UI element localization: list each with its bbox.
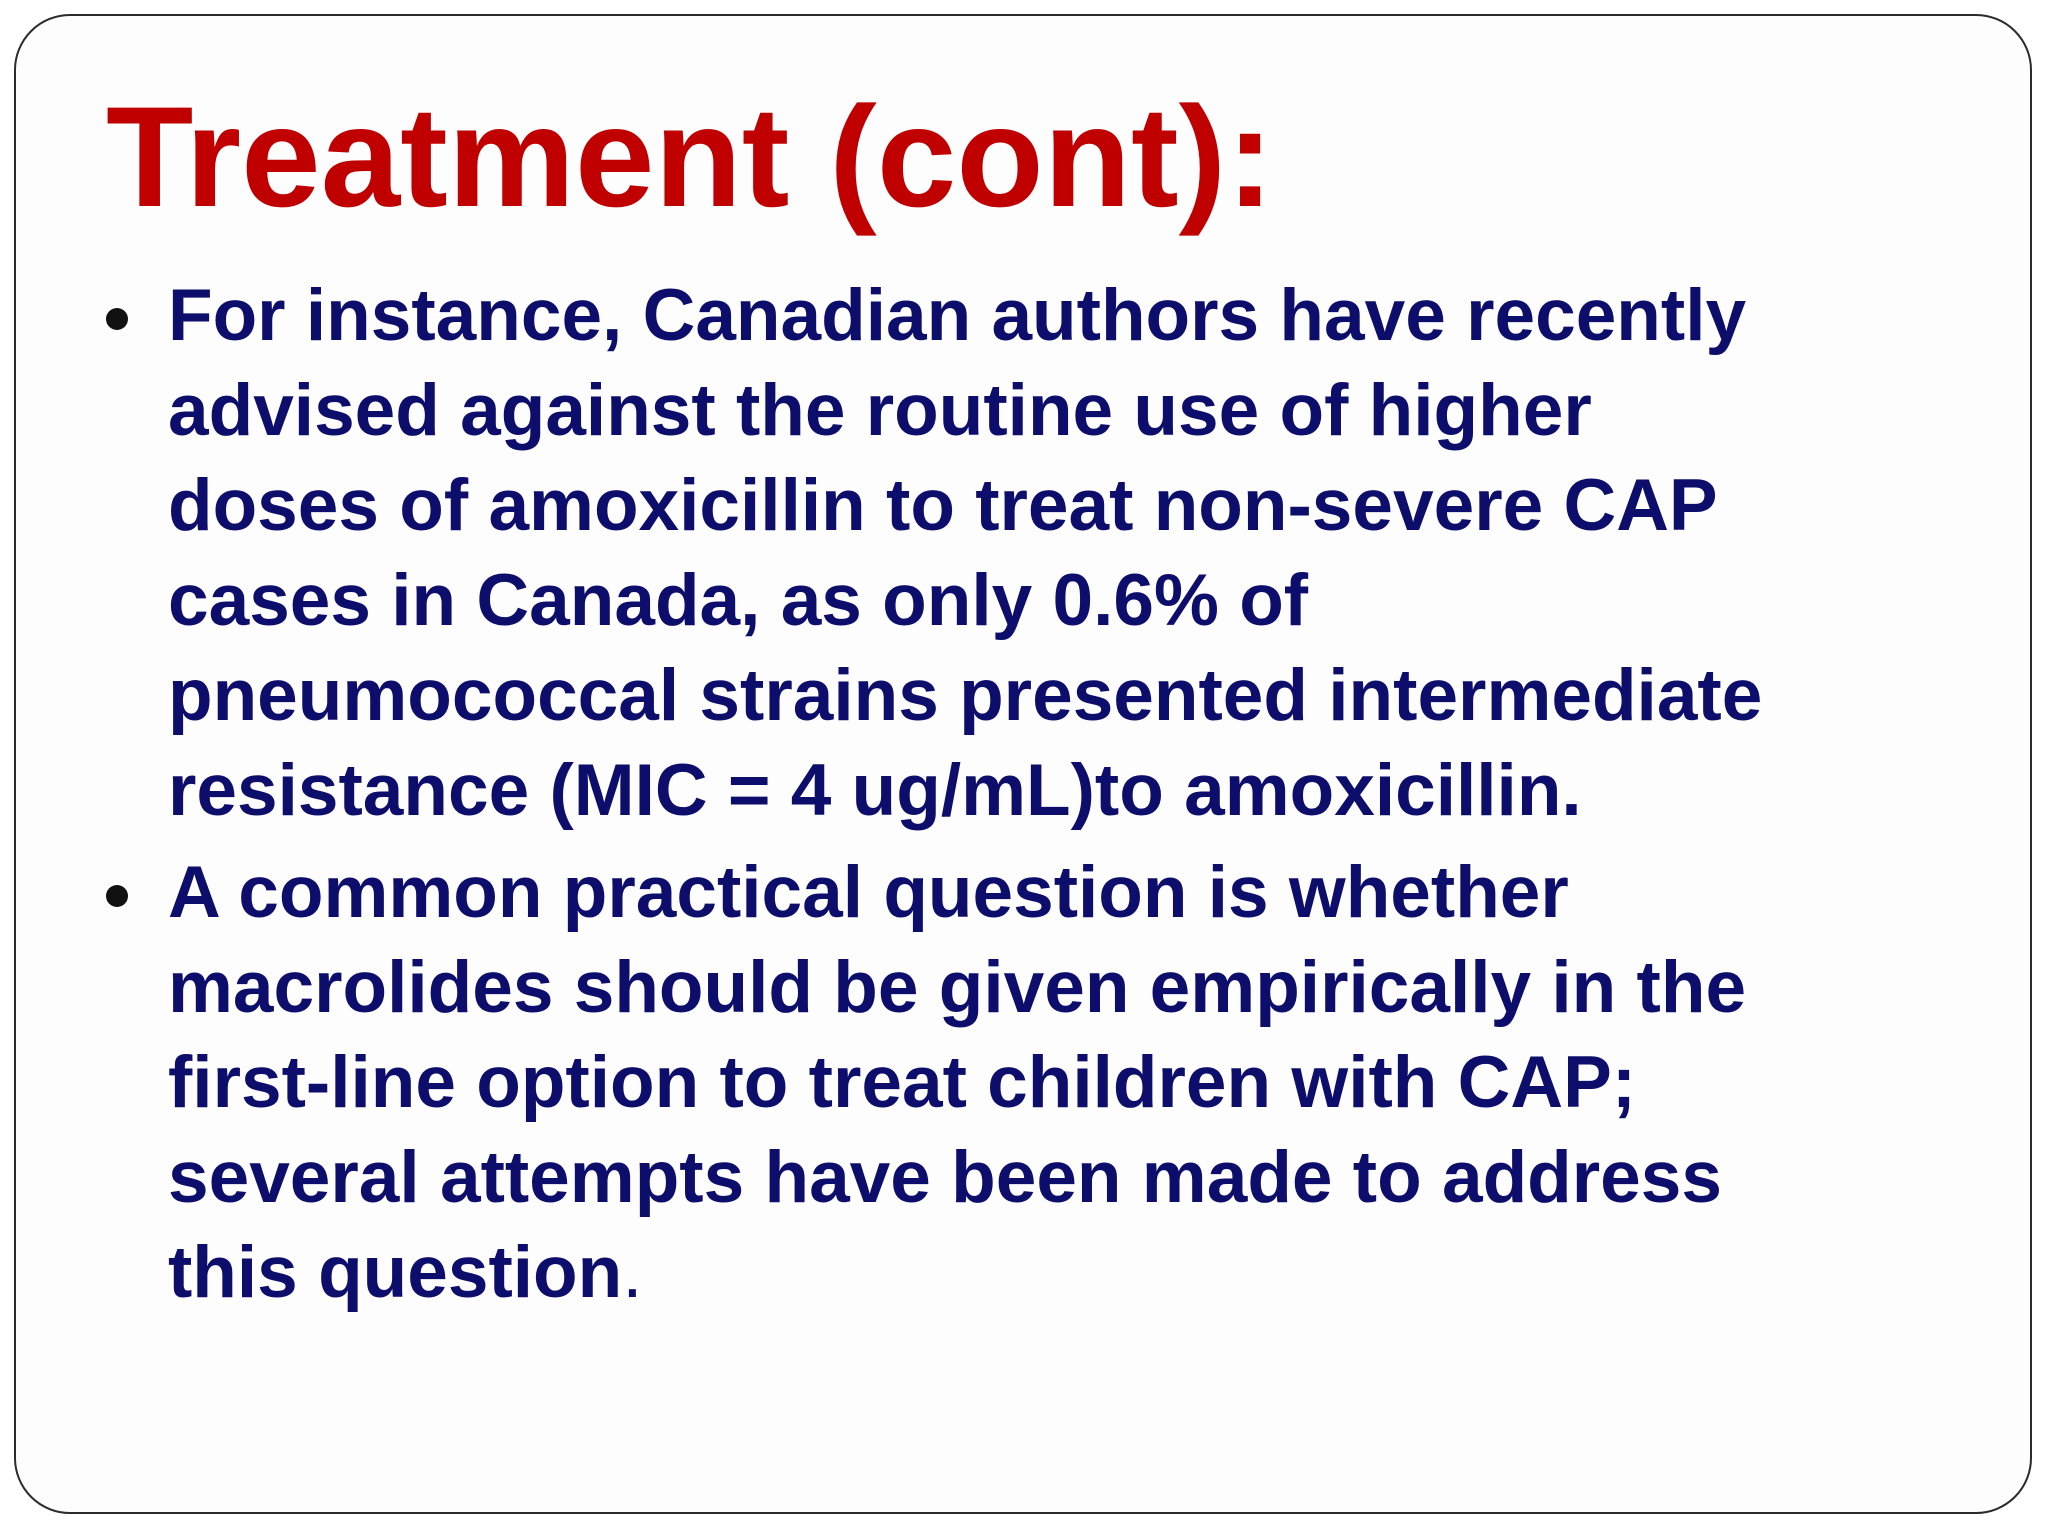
slide-frame bbox=[14, 14, 2032, 1514]
bullet-line: doses of amoxicillin to treat non-severe CAP bbox=[168, 465, 1718, 546]
bullet-line-text: this question bbox=[168, 1232, 623, 1313]
bullet-item-canadian-authors bbox=[16, 268, 2028, 838]
bullet-dot-icon bbox=[106, 308, 128, 330]
bullet-line: first-line option to treat children with CAP; bbox=[168, 1042, 1637, 1123]
bullet-line: advised against the routine use of higher bbox=[168, 370, 1592, 451]
bullet-line: For instance, Canadian authors have recently bbox=[168, 275, 1747, 356]
bullet-line: resistance (MIC = 4 ug/mL)to amoxicillin. bbox=[168, 750, 1582, 831]
bullet-line: macrolides should be given empirically in the bbox=[168, 947, 1747, 1028]
slide-title: Treatment (cont): bbox=[106, 78, 1274, 237]
bullet-line: A common practical question is whether bbox=[168, 852, 1569, 933]
bullet-line: pneumococcal strains presented intermediate bbox=[168, 655, 1763, 736]
bullet-list bbox=[16, 268, 2016, 1327]
bullet-line-last bbox=[168, 1225, 2028, 1320]
trailing-period: . bbox=[622, 1232, 643, 1313]
bullet-line: cases in Canada, as only 0.6% of bbox=[168, 560, 1309, 641]
bullet-line: several attempts have been made to address bbox=[168, 1137, 1722, 1218]
bullet-item-macrolides-question bbox=[16, 845, 2028, 1320]
bullet-dot-icon bbox=[106, 885, 128, 907]
